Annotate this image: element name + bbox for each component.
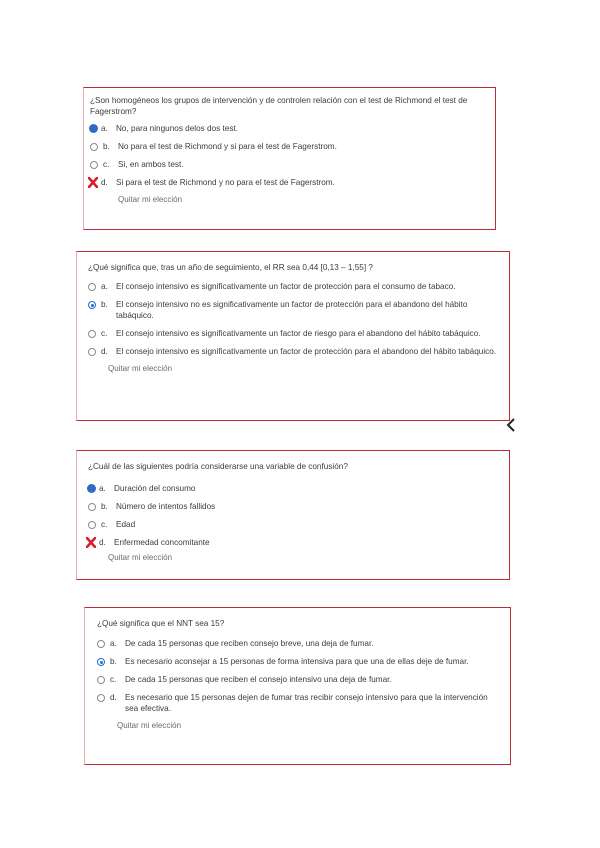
question-card-3 xyxy=(76,450,510,580)
option-label: Es necesario que 15 personas dejen de fumar tras recibir consejo intensivo para que la intervención sea efectiva. xyxy=(125,693,488,713)
clear-choice-link[interactable]: Quitar mi elección xyxy=(118,195,183,204)
answer-option[interactable] xyxy=(97,638,500,649)
filled-radio-icon[interactable] xyxy=(89,124,98,133)
clear-choice-link[interactable]: Quitar mi elección xyxy=(117,721,182,730)
chevron-left-icon[interactable] xyxy=(505,418,517,432)
option-letter: d. xyxy=(101,178,108,187)
empty-radio-icon[interactable] xyxy=(90,143,98,151)
option-label: Número de intentos fallidos xyxy=(116,502,216,511)
answer-option[interactable] xyxy=(90,159,487,170)
option-label: Es necesario aconsejar a 15 personas de forma intensiva para que una de ellas deje de fumar. xyxy=(125,657,469,666)
empty-radio-icon[interactable] xyxy=(90,161,98,169)
option-letter: a. xyxy=(110,639,117,648)
answer-option[interactable] xyxy=(97,656,500,667)
answer-option[interactable] xyxy=(90,141,487,152)
empty-radio-icon[interactable] xyxy=(97,676,105,684)
answer-option[interactable] xyxy=(88,328,499,339)
option-label: Enfermedad concomitante xyxy=(114,538,210,547)
option-label: Edad xyxy=(116,520,136,529)
question-text: ¿Qué significa que el NNT sea 15? xyxy=(97,619,225,628)
answer-option[interactable] xyxy=(97,674,500,685)
question-text: ¿Son homogéneos los grupos de intervención y de controlen relación con el test de Richmond el test de Fagerstrom? xyxy=(90,96,468,116)
option-letter: c. xyxy=(101,520,108,529)
option-letter: b. xyxy=(101,300,108,309)
option-letter: d. xyxy=(99,538,106,547)
option-letter: a. xyxy=(101,282,108,291)
option-letter: c. xyxy=(103,160,110,169)
option-label: No para el test de Richmond y si para el test de Fagerstrom. xyxy=(118,142,337,151)
question-card-1 xyxy=(83,87,496,230)
option-label: De cada 15 personas que reciben el consejo intensivo una deja de fumar. xyxy=(125,675,392,684)
filled-radio-icon[interactable] xyxy=(87,484,96,493)
option-label: El consejo intensivo no es significativamente un factor de protección para el abandono del hábito tabáquico. xyxy=(116,300,468,320)
option-label: El consejo intensivo es significativamente un factor de protección para el consumo de tabaco. xyxy=(116,282,456,291)
checked-radio-icon[interactable] xyxy=(88,301,96,309)
option-letter: a. xyxy=(101,124,108,133)
option-letter: c. xyxy=(101,329,108,338)
question-card-4 xyxy=(84,607,511,765)
option-label: Si, en ambos test. xyxy=(118,160,184,169)
clear-choice-link[interactable]: Quitar mi elección xyxy=(108,364,173,373)
question-text: ¿Qué significa que, tras un año de seguimiento, el RR sea 0,44 [0,13 – 1,55] ? xyxy=(88,263,373,272)
option-letter: b. xyxy=(103,142,110,151)
empty-radio-icon[interactable] xyxy=(88,330,96,338)
answer-option[interactable] xyxy=(88,483,499,494)
option-label: El consejo intensivo es significativamente un factor de riesgo para el abandono del hábito tabáquico. xyxy=(116,329,481,338)
empty-radio-icon[interactable] xyxy=(88,283,96,291)
option-letter: d. xyxy=(101,347,108,356)
checked-radio-icon[interactable] xyxy=(97,658,105,666)
empty-radio-icon[interactable] xyxy=(88,348,96,356)
empty-radio-icon[interactable] xyxy=(88,503,96,511)
question-text: ¿Cuál de las siguientes podría considerarse una variable de confusión? xyxy=(88,462,348,471)
red-x-icon[interactable] xyxy=(86,537,96,548)
answer-option[interactable] xyxy=(88,537,499,548)
option-label: Si para el test de Richmond y no para el test de Fagerstrom. xyxy=(116,178,335,187)
empty-radio-icon[interactable] xyxy=(88,521,96,529)
option-label: No, para ningunos delos dos test. xyxy=(116,124,238,133)
answer-option[interactable] xyxy=(88,519,499,530)
clear-choice-link[interactable]: Quitar mi elección xyxy=(108,553,173,562)
question-card-2 xyxy=(76,251,510,421)
answer-option[interactable] xyxy=(88,501,499,512)
option-letter: c. xyxy=(110,675,117,684)
empty-radio-icon[interactable] xyxy=(97,640,105,648)
option-letter: b. xyxy=(101,502,108,511)
answer-option[interactable] xyxy=(97,692,500,714)
answer-option[interactable] xyxy=(88,281,499,292)
answer-option[interactable] xyxy=(90,123,487,134)
option-label: Duración del consumo xyxy=(114,484,196,493)
answer-option[interactable] xyxy=(90,177,487,188)
answer-option[interactable] xyxy=(88,346,499,357)
option-letter: b. xyxy=(110,657,117,666)
empty-radio-icon[interactable] xyxy=(97,694,105,702)
option-letter: d. xyxy=(110,693,117,702)
option-label: El consejo intensivo es significativamente un factor de protección para el abandono del hábito tabáquico. xyxy=(116,347,497,356)
red-x-icon[interactable] xyxy=(88,177,98,188)
answer-option[interactable] xyxy=(88,299,499,321)
option-letter: a. xyxy=(99,484,106,493)
option-label: De cada 15 personas que reciben consejo breve, una deja de fumar. xyxy=(125,639,374,648)
